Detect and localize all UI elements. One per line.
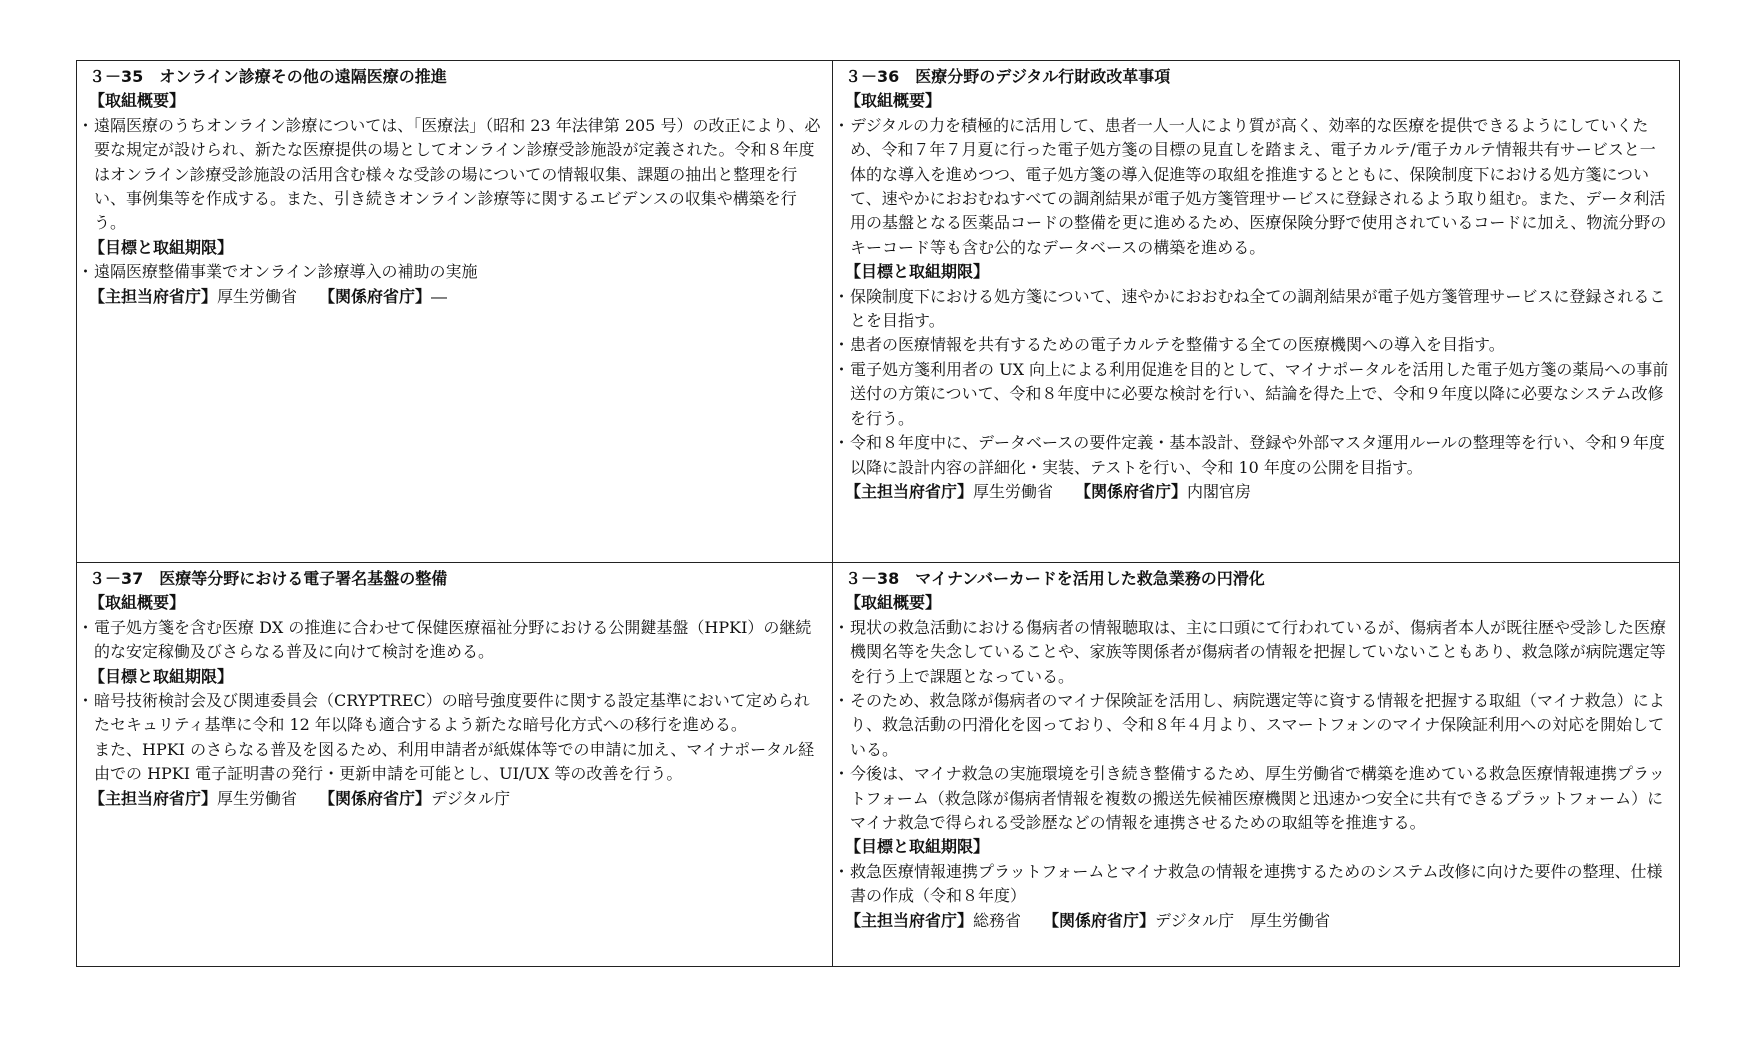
- bullet-marker: ・: [77, 115, 94, 135]
- overview-list: [833, 616, 1669, 836]
- bullet-marker: ・: [833, 335, 850, 355]
- measure-cell: [77, 563, 833, 967]
- bullet-text: 患者の医療情報を共有するための電子カルテを整備する全ての医療機関への導入を目指す。: [850, 335, 1505, 355]
- overview-heading: 【取組概要】: [845, 593, 942, 613]
- bullet-item: [833, 358, 1669, 431]
- goals-heading: 【目標と取組期限】: [89, 237, 234, 257]
- bullet-marker: ・: [833, 691, 850, 711]
- bullet-item: [833, 860, 1669, 909]
- bullet-marker: ・: [833, 286, 850, 306]
- lead-ministry-label: 【主担当府省庁】: [845, 910, 974, 930]
- overview-heading: 【取組概要】: [845, 91, 942, 111]
- bullet-marker: ・: [833, 617, 850, 637]
- bullet-marker: ・: [833, 359, 850, 379]
- bullet-text: 暗号技術検討会及び関連委員会（CRYPTREC）の暗号強度要件に関する設定基準において定められたセキュリティ基準に令和 12 年以降も適合するよう新たな暗号化方式への移行を進める。: [94, 691, 810, 735]
- goals-list: [77, 260, 822, 284]
- lead-ministry-value: 厚生労働省: [217, 788, 298, 808]
- lead-ministry-value: 厚生労働省: [217, 286, 298, 306]
- measure-title: ３－38 マイナンバーカードを活用した救急業務の円滑化: [845, 569, 1265, 588]
- related-ministry-label: 【関係府省庁】: [319, 286, 432, 306]
- bullet-marker: ・: [833, 433, 850, 453]
- related-ministry-label: 【関係府省庁】: [1043, 910, 1156, 930]
- overview-heading: 【取組概要】: [89, 91, 186, 111]
- goals-continuation: また、HPKI のさらなる普及を図るため、利用申請者が紙媒体等での申請に加え、マイナポータル経由での HPKI 電子証明書の発行・更新申請を可能とし、UI/UX 等の改善を行う。: [94, 739, 815, 784]
- overview-list: [77, 114, 822, 236]
- related-ministry-value: デジタル庁 厚生労働省: [1155, 910, 1331, 930]
- lead-ministry-value: 総務省: [973, 910, 1022, 930]
- overview-list: [833, 114, 1669, 260]
- bullet-item: [77, 616, 822, 665]
- measure-title: ３－36 医療分野のデジタル行財政改革事項: [845, 67, 1171, 86]
- measures-table: [76, 60, 1680, 967]
- bullet-marker: ・: [77, 617, 94, 637]
- bullet-marker: ・: [833, 861, 850, 881]
- bullet-item: [833, 431, 1669, 480]
- ministry-line: [845, 480, 1669, 504]
- bullet-text: そのため、救急隊が傷病者のマイナ保険証を活用し、病院選定等に資する情報を把握する取組（マイナ救急）により、救急活動の円滑化を図っており、令和８年４月より、スマートフォンのマイナ保険証利用への対応を開始している。: [850, 691, 1665, 759]
- bullet-text: 今後は、マイナ救急の実施環境を引き続き整備するため、厚生労働省で構築を進めている救急医療情報連携プラットフォーム（救急隊が傷病者情報を複数の搬送先候補医療機関と迅速かつ安全に共有できるプラットフォーム）にマイナ救急で得られる受診歴などの情報を連携させるための取組等を推進する。: [850, 764, 1665, 833]
- measure-cell: [833, 563, 1680, 967]
- related-ministry-label: 【関係府省庁】: [1075, 481, 1188, 501]
- goals-heading: 【目標と取組期限】: [845, 262, 990, 282]
- bullet-text: 遠隔医療整備事業でオンライン診療導入の補助の実施: [94, 262, 478, 282]
- measure-cell: [833, 61, 1680, 563]
- measure-title: ３－35 オンライン診療その他の遠隔医療の推進: [89, 67, 447, 86]
- bullet-item: [77, 114, 822, 236]
- related-ministry-value: 内閣官房: [1187, 481, 1252, 501]
- bullet-item: [833, 762, 1669, 835]
- goals-list: [77, 689, 822, 738]
- bullet-text: 保険制度下における処方箋について、速やかにおおむね全ての調剤結果が電子処方箋管理サービスに登録されることを目指す。: [850, 286, 1666, 331]
- overview-heading: 【取組概要】: [89, 593, 186, 613]
- bullet-item: [833, 114, 1669, 260]
- ministry-line: [89, 285, 822, 309]
- measure-cell: [77, 61, 833, 563]
- bullet-text: 現状の救急活動における傷病者の情報聴取は、主に口頭にて行われているが、傷病者本人が既往歴や受診した医療機関名等を失念していることや、家族等関係者が傷病者の情報を把握していないこともあり、救急隊が病院選定等を行う上で課題となっている。: [850, 617, 1667, 686]
- bullet-text: 電子処方箋利用者の UX 向上による利用促進を目的として、マイナポータルを活用した電子処方箋の薬局への事前送付の方策について、令和８年度中に必要な検討を行い、結論を得た上で、令和９年度以降に必要なシステム改修を行う。: [850, 359, 1669, 428]
- table-row: [77, 61, 1680, 563]
- bullet-item: [77, 689, 822, 738]
- bullet-marker: ・: [833, 764, 850, 784]
- bullet-item: [77, 260, 822, 284]
- ministry-line: [845, 909, 1669, 933]
- goals-heading: 【目標と取組期限】: [845, 837, 990, 857]
- bullet-marker: ・: [77, 262, 94, 282]
- bullet-text: デジタルの力を積極的に活用して、患者一人一人により質が高く、効率的な医療を提供できるようにしていくため、令和７年７月夏に行った電子処方箋の目標の見直しを踏まえ、電子カルテ/電子カルテ情報共有サービスと一体的な導入を進めつつ、電子処方箋の導入促進等の取組を推進するとともに、保険制度下における処方箋について、速やかにおおむねすべての調剤結果が電子処方箋管理サービスに登録されるよう取り組む。また、データ利活用の基盤となる医薬品コードの整備を更に進めるため、医療保険分野で使用されているコードに加え、物流分野のキーコード等も含む公的なデータベースの構築を進める。: [850, 115, 1667, 257]
- bullet-item: [833, 285, 1669, 334]
- lead-ministry-value: 厚生労働省: [973, 481, 1054, 501]
- bullet-marker: ・: [833, 115, 850, 135]
- bullet-item: [833, 616, 1669, 689]
- bullet-item: [833, 333, 1669, 357]
- bullet-text: 電子処方箋を含む医療 DX の推進に合わせて保健医療福祉分野における公開鍵基盤（HPKI）の継続的な安定稼働及びさらなる普及に向けて検討を進める。: [94, 617, 812, 662]
- bullet-marker: ・: [77, 691, 94, 711]
- measure-title: ３－37 医療等分野における電子署名基盤の整備: [89, 569, 448, 588]
- lead-ministry-label: 【主担当府省庁】: [845, 481, 974, 501]
- bullet-text: 令和８年度中に、データベースの要件定義・基本設計、登録や外部マスタ運用ルールの整理等を行い、令和９年度以降に設計内容の詳細化・実装、テストを行い、令和 10 年度の公開を目指す。: [850, 433, 1665, 477]
- goals-list: [833, 285, 1669, 480]
- related-ministry-label: 【関係府省庁】: [319, 788, 432, 808]
- ministry-line: [89, 787, 822, 811]
- goals-list: [833, 860, 1669, 909]
- bullet-text: 救急医療情報連携プラットフォームとマイナ救急の情報を連携するためのシステム改修に向けた要件の整理、仕様書の作成（令和８年度）: [850, 861, 1663, 906]
- table-row: [77, 563, 1680, 967]
- related-ministry-value: ―: [431, 286, 448, 306]
- lead-ministry-label: 【主担当府省庁】: [89, 286, 218, 306]
- bullet-item: [833, 689, 1669, 762]
- bullet-text: 遠隔医療のうちオンライン診療については、「医療法」（昭和 23 年法律第 205 号）の改正により、必要な規定が設けられ、新たな医療提供の場としてオンライン診療受診施設が定義された。令和８年度はオンライン診療受診施設の活用含む様々な受診の場についての情報収集、課題の抽出と整理を行い、事例集等を作成する。また、引き続きオンライン診療等に関するエビデンスの収集や構築を行う。: [94, 115, 821, 233]
- related-ministry-value: デジタル庁: [431, 788, 511, 808]
- overview-list: [77, 616, 822, 665]
- lead-ministry-label: 【主担当府省庁】: [89, 788, 218, 808]
- goals-heading: 【目標と取組期限】: [89, 666, 234, 686]
